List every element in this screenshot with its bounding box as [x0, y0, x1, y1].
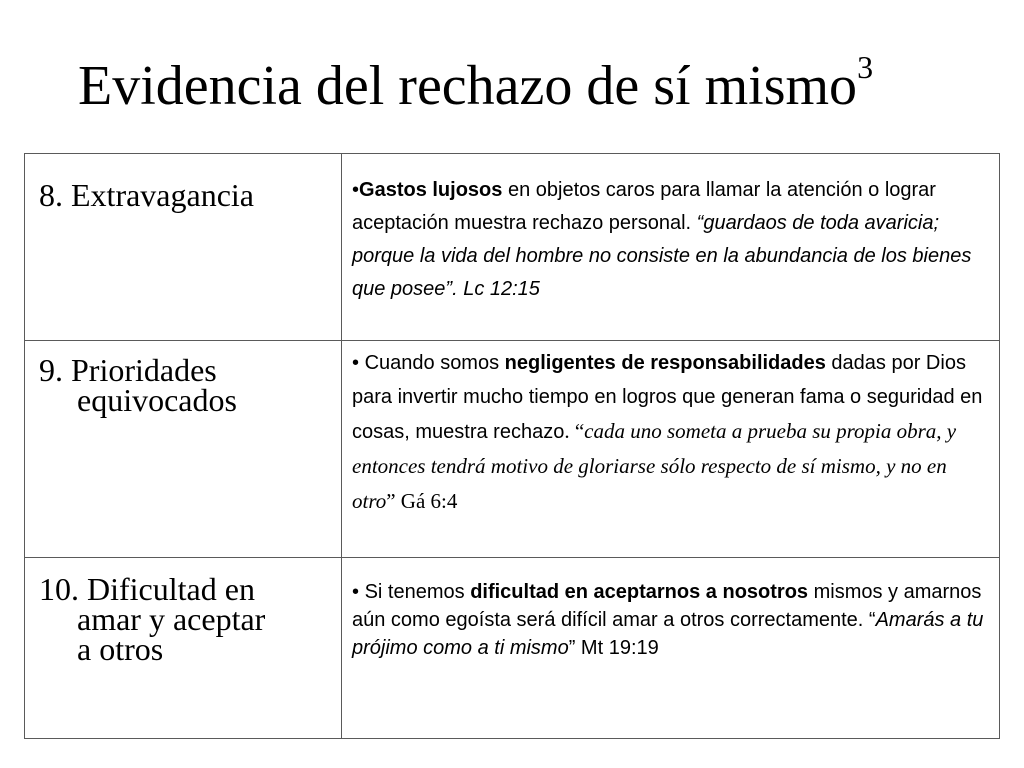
- description-quote: “guardaos de toda avaricia; porque la vida del hombre no consiste en la abundancia de los bienes que posee”.: [352, 212, 972, 300]
- table-row: [25, 154, 1000, 341]
- table-row: [25, 558, 1000, 739]
- row-label-line: 9. Prioridades: [39, 352, 217, 388]
- description-bold: dificultad en aceptarnos a nosotros: [470, 581, 809, 603]
- description-reference: ” Mt 19:19: [568, 637, 659, 659]
- row-label-line: amar y aceptar: [77, 601, 266, 637]
- description-text: en objetos caros para llamar la atención o lograr aceptación muestra rechazo personal.: [352, 179, 936, 234]
- description-lead: Cuando somos: [359, 352, 505, 374]
- description-reference: Lc 12:15: [463, 278, 540, 300]
- evidence-table: [24, 153, 1000, 739]
- description-quote: cada uno someta a prueba su propia obra, y entonces tendrá motivo de gloriarse sólo respecto de sí mismo, y no en otro: [352, 419, 957, 513]
- row-label-line: 8. Extravagancia: [39, 177, 254, 213]
- row-label-line: a otros: [77, 631, 164, 667]
- row-description-cell: [342, 154, 1000, 341]
- row-label-cell: [25, 341, 342, 558]
- description-quote: Amarás a tu prójimo como a ti mismo: [352, 609, 984, 659]
- description-punct: . “: [564, 419, 585, 443]
- row-description: [342, 341, 999, 519]
- table-row: [25, 341, 1000, 558]
- bullet: •: [352, 581, 360, 603]
- title-text: Evidencia del rechazo de sí mismo: [78, 55, 858, 117]
- row-label-line: 10. Dificultad en: [39, 571, 255, 607]
- description-text: dadas por Dios para invertir mucho tiempo en logros que generan fama o seguridad en cosas, muestra rechazo: [352, 352, 983, 443]
- description-lead: Si tenemos: [359, 581, 471, 603]
- row-label: [25, 558, 341, 667]
- title-superscript: 3: [857, 49, 874, 85]
- row-label-line: equivocados: [77, 382, 237, 418]
- description-text: mismos y amarnos aún como egoísta será difícil amar a otros correctamente. “: [352, 581, 982, 631]
- bullet: •: [352, 179, 360, 201]
- row-description: [342, 154, 999, 306]
- row-label-cell: [25, 154, 342, 341]
- description-reference: ” Gá 6:4: [386, 489, 458, 513]
- bullet: •: [352, 352, 360, 374]
- description-bold: Gastos lujosos: [359, 179, 503, 201]
- row-description-cell: [342, 558, 1000, 739]
- row-label: [25, 154, 341, 213]
- row-label: [25, 341, 341, 418]
- page-title: [78, 49, 874, 117]
- row-description-cell: [342, 341, 1000, 558]
- row-label-cell: [25, 558, 342, 739]
- row-description: [342, 558, 999, 662]
- description-bold: negligentes de responsabilidades: [504, 352, 826, 374]
